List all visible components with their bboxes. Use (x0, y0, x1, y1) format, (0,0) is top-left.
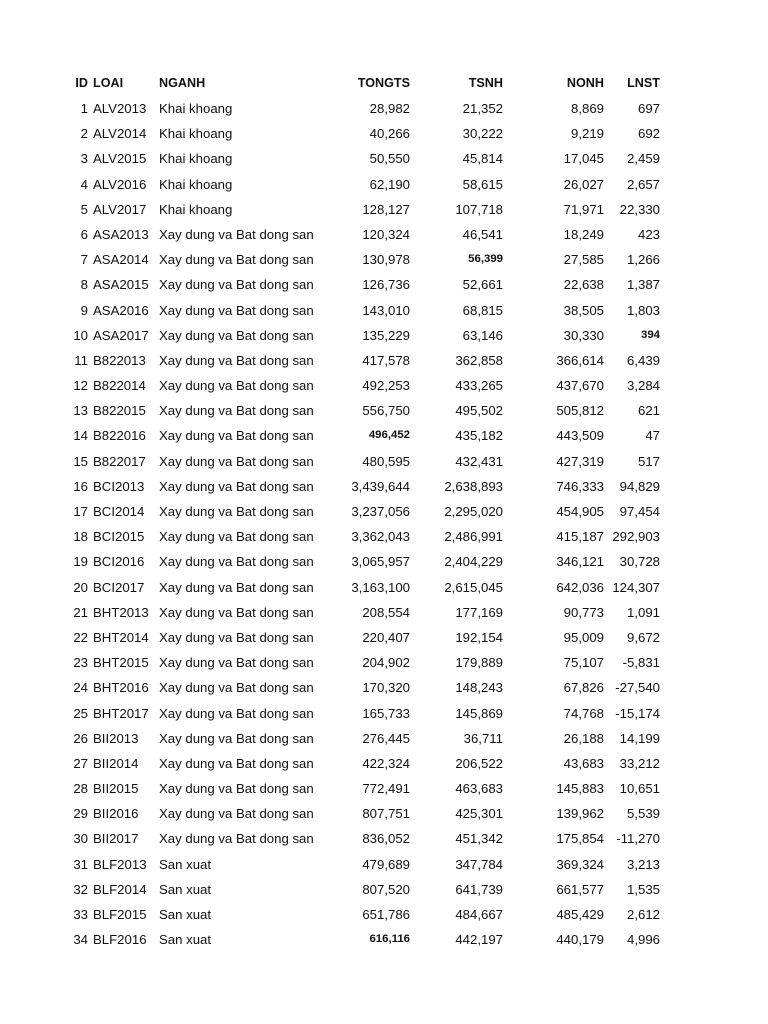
cell-lnst: 1,266 (626, 252, 660, 268)
cell-id: 32 (73, 881, 88, 897)
cell-tsnh: 58,615 (462, 176, 503, 192)
cell-id: 5 (80, 201, 88, 217)
cell-nganh: Xay dung va Bat dong san (159, 428, 314, 444)
cell-id: 8 (80, 277, 88, 293)
cell-tongts: 417,578 (362, 352, 410, 368)
cell-tsnh: 2,486,991 (444, 529, 503, 545)
cell-loai: BCI2015 (93, 529, 145, 545)
cell-tsnh: 347,784 (455, 856, 503, 872)
cell-nganh: Xay dung va Bat dong san (159, 655, 314, 671)
cell-nonh: 43,683 (563, 755, 604, 771)
cell-nganh: Xay dung va Bat dong san (159, 604, 314, 620)
table-row (0, 701, 768, 726)
cell-tsnh: 2,638,893 (444, 478, 503, 494)
cell-id: 24 (73, 680, 88, 696)
cell-nonh: 26,188 (563, 730, 604, 746)
cell-nganh: Xay dung va Bat dong san (159, 378, 314, 394)
cell-tongts: 3,237,056 (351, 504, 410, 519)
cell-lnst: 394 (640, 328, 660, 341)
cell-tsnh: 451,342 (455, 831, 503, 847)
cell-tsnh: 442,197 (455, 932, 503, 948)
cell-nonh: 67,826 (563, 680, 604, 696)
cell-nonh: 661,577 (556, 881, 604, 897)
cell-nganh: San xuat (159, 932, 212, 948)
cell-nonh: 27,585 (563, 252, 604, 268)
table-row (0, 902, 768, 927)
cell-id: 3 (80, 151, 88, 167)
cell-nonh: 437,670 (556, 378, 604, 394)
cell-loai: BII2013 (93, 730, 139, 746)
cell-id: 17 (73, 504, 88, 519)
cell-lnst: 3,213 (626, 856, 660, 872)
cell-nonh: 139,962 (556, 806, 604, 822)
cell-lnst: -15,174 (615, 705, 660, 721)
cell-nonh: 22,638 (563, 277, 604, 293)
cell-tsnh: 206,522 (455, 755, 503, 771)
table-row (0, 575, 768, 600)
table-row (0, 96, 768, 121)
cell-nganh: San xuat (159, 856, 212, 872)
cell-nonh: 71,971 (563, 201, 604, 217)
cell-id: 26 (73, 730, 88, 746)
cell-nonh: 440,179 (556, 932, 604, 948)
cell-lnst: 2,459 (626, 151, 660, 167)
cell-loai: BCI2017 (93, 579, 145, 595)
cell-id: 31 (73, 856, 88, 872)
table-row (0, 524, 768, 549)
table-row (0, 146, 768, 171)
cell-tongts: 3,065,957 (351, 554, 410, 570)
cell-nonh: 90,773 (563, 604, 604, 620)
header-tsnh: TSNH (468, 76, 503, 90)
cell-lnst: -27,540 (615, 680, 660, 696)
cell-tsnh: 107,718 (455, 201, 503, 217)
cell-id: 15 (73, 453, 88, 469)
cell-lnst: 6,439 (626, 352, 660, 368)
cell-tongts: 496,452 (368, 429, 410, 442)
cell-lnst: 3,284 (626, 378, 660, 394)
table-row (0, 121, 768, 146)
cell-tongts: 651,786 (362, 907, 410, 922)
cell-nganh: Xay dung va Bat dong san (159, 730, 314, 746)
cell-id: 6 (80, 226, 88, 242)
cell-tongts: 204,902 (362, 655, 410, 671)
cell-nganh: Xay dung va Bat dong san (159, 277, 314, 293)
table-row (0, 726, 768, 751)
table-row (0, 852, 768, 877)
cell-nganh: Xay dung va Bat dong san (159, 579, 314, 595)
cell-nganh: Xay dung va Bat dong san (159, 705, 314, 721)
cell-id: 22 (73, 629, 88, 645)
table-row (0, 197, 768, 222)
cell-tongts: 3,439,644 (351, 478, 410, 494)
cell-nonh: 8,869 (570, 101, 604, 116)
cell-lnst: 1,387 (626, 277, 660, 293)
cell-loai: BII2014 (93, 755, 139, 771)
table-body (0, 96, 768, 952)
cell-tsnh: 177,169 (455, 604, 503, 620)
table-row (0, 222, 768, 247)
cell-loai: ALV2015 (93, 151, 147, 167)
table-row (0, 449, 768, 474)
cell-tsnh: 2,615,045 (444, 579, 503, 595)
cell-loai: BHT2017 (93, 705, 149, 721)
cell-id: 29 (73, 806, 88, 822)
cell-id: 21 (73, 604, 88, 620)
cell-id: 27 (73, 755, 88, 771)
cell-loai: BHT2016 (93, 680, 149, 696)
table-row (0, 323, 768, 348)
cell-nganh: San xuat (159, 907, 212, 922)
cell-tongts: 556,750 (362, 403, 410, 419)
cell-nonh: 26,027 (563, 176, 604, 192)
cell-loai: ASA2014 (93, 252, 149, 268)
cell-tongts: 276,445 (362, 730, 410, 746)
cell-lnst: 4,996 (626, 932, 660, 948)
table-row (0, 801, 768, 826)
cell-loai: ALV2017 (93, 201, 147, 217)
cell-nonh: 369,324 (556, 856, 604, 872)
cell-nganh: Xay dung va Bat dong san (159, 680, 314, 696)
cell-lnst: 30,728 (619, 554, 660, 570)
cell-lnst: 9,672 (626, 629, 660, 645)
cell-tongts: 50,550 (369, 151, 410, 167)
cell-tongts: 479,689 (362, 856, 410, 872)
table-row (0, 776, 768, 801)
cell-tsnh: 179,889 (455, 655, 503, 671)
cell-tongts: 40,266 (369, 126, 410, 142)
cell-id: 7 (80, 252, 88, 268)
cell-id: 9 (80, 302, 88, 318)
cell-loai: BLF2015 (93, 907, 147, 922)
cell-loai: ASA2017 (93, 327, 149, 343)
header-tongts: TONGTS (357, 76, 410, 90)
cell-loai: BCI2016 (93, 554, 145, 570)
cell-nonh: 427,319 (556, 453, 604, 469)
cell-nonh: 415,187 (556, 529, 604, 545)
cell-nonh: 746,333 (556, 478, 604, 494)
cell-id: 23 (73, 655, 88, 671)
cell-nonh: 38,505 (563, 302, 604, 318)
cell-tongts: 807,751 (362, 806, 410, 822)
table-row (0, 499, 768, 524)
cell-tsnh: 2,295,020 (444, 504, 503, 519)
cell-nonh: 454,905 (556, 504, 604, 519)
cell-nonh: 346,121 (556, 554, 604, 570)
cell-loai: ASA2013 (93, 226, 149, 242)
cell-loai: ALV2014 (93, 126, 147, 142)
cell-nonh: 175,854 (556, 831, 604, 847)
cell-nganh: Khai khoang (159, 126, 233, 142)
cell-loai: BHT2015 (93, 655, 149, 671)
cell-lnst: 621 (637, 403, 660, 419)
cell-tongts: 143,010 (362, 302, 410, 318)
table-row (0, 398, 768, 423)
cell-lnst: 517 (637, 453, 660, 469)
cell-tsnh: 45,814 (462, 151, 503, 167)
cell-tongts: 492,253 (362, 378, 410, 394)
cell-nonh: 30,330 (563, 327, 604, 343)
cell-id: 20 (73, 579, 88, 595)
cell-nonh: 642,036 (556, 579, 604, 595)
table-row (0, 927, 768, 952)
cell-nonh: 9,219 (570, 126, 604, 142)
cell-loai: BCI2014 (93, 504, 145, 519)
cell-id: 4 (80, 176, 88, 192)
cell-tongts: 616,116 (369, 933, 410, 946)
cell-id: 1 (80, 101, 88, 116)
cell-tsnh: 148,243 (455, 680, 503, 696)
cell-lnst: 697 (637, 101, 660, 116)
cell-loai: ASA2015 (93, 277, 149, 293)
cell-id: 30 (73, 831, 88, 847)
cell-tongts: 62,190 (369, 176, 410, 192)
cell-nonh: 74,768 (563, 705, 604, 721)
cell-nonh: 75,107 (563, 655, 604, 671)
cell-tsnh: 362,858 (455, 352, 503, 368)
cell-tongts: 3,362,043 (351, 529, 410, 545)
cell-id: 14 (73, 428, 88, 444)
cell-lnst: 692 (637, 126, 660, 142)
cell-tsnh: 425,301 (455, 806, 503, 822)
cell-tongts: 3,163,100 (351, 579, 410, 595)
cell-id: 33 (73, 907, 88, 922)
cell-nonh: 17,045 (563, 151, 604, 167)
cell-loai: BLF2016 (93, 932, 147, 948)
header-nganh: NGANH (159, 76, 206, 90)
table-row (0, 373, 768, 398)
cell-lnst: 22,330 (619, 201, 660, 217)
cell-id: 28 (73, 781, 88, 797)
cell-tongts: 807,520 (362, 881, 410, 897)
table-row (0, 172, 768, 197)
cell-nganh: Xay dung va Bat dong san (159, 755, 314, 771)
header-nonh: NONH (566, 76, 604, 90)
cell-lnst: 2,657 (626, 176, 660, 192)
cell-id: 11 (74, 352, 88, 368)
cell-tongts: 836,052 (362, 831, 410, 847)
cell-nganh: Xay dung va Bat dong san (159, 529, 314, 545)
cell-nganh: Khai khoang (159, 151, 233, 167)
cell-tongts: 135,229 (362, 327, 410, 343)
cell-loai: BII2017 (93, 831, 139, 847)
cell-nonh: 366,614 (556, 352, 604, 368)
cell-lnst: -11,270 (616, 831, 660, 847)
cell-nganh: Khai khoang (159, 201, 233, 217)
cell-loai: BCI2013 (93, 478, 145, 494)
table-row (0, 247, 768, 272)
cell-id: 12 (73, 378, 88, 394)
header-loai: LOAI (93, 76, 124, 90)
table-row (0, 272, 768, 297)
cell-lnst: 292,903 (612, 529, 660, 545)
cell-nganh: Xay dung va Bat dong san (159, 554, 314, 570)
cell-lnst: 1,803 (626, 302, 660, 318)
cell-tongts: 130,978 (362, 252, 410, 268)
cell-tongts: 28,982 (369, 101, 410, 116)
cell-nganh: Xay dung va Bat dong san (159, 831, 314, 847)
cell-nganh: Xay dung va Bat dong san (159, 352, 314, 368)
cell-tsnh: 463,683 (455, 781, 503, 797)
cell-lnst: 5,539 (626, 806, 660, 822)
cell-tsnh: 30,222 (462, 126, 503, 142)
cell-tsnh: 192,154 (455, 629, 503, 645)
cell-lnst: 33,212 (619, 755, 660, 771)
cell-lnst: 1,091 (626, 604, 660, 620)
cell-id: 19 (73, 554, 88, 570)
cell-tsnh: 484,667 (455, 907, 503, 922)
table-row (0, 348, 768, 373)
cell-tsnh: 435,182 (455, 428, 503, 444)
cell-id: 25 (73, 705, 88, 721)
cell-loai: BLF2013 (93, 856, 147, 872)
cell-tsnh: 432,431 (455, 453, 503, 469)
table-row (0, 650, 768, 675)
cell-tsnh: 145,869 (455, 705, 503, 721)
cell-lnst: 10,651 (619, 781, 660, 797)
cell-tsnh: 63,146 (462, 327, 503, 343)
cell-nganh: Khai khoang (159, 101, 233, 116)
cell-tongts: 120,324 (362, 226, 410, 242)
cell-nganh: Xay dung va Bat dong san (159, 629, 314, 645)
table-row (0, 423, 768, 448)
cell-loai: BHT2014 (93, 629, 149, 645)
cell-lnst: 47 (645, 428, 660, 444)
cell-tsnh: 495,502 (455, 403, 503, 419)
table-row (0, 625, 768, 650)
cell-lnst: -5,831 (622, 655, 660, 671)
table-row (0, 675, 768, 700)
spreadsheet (0, 71, 768, 952)
cell-nganh: Xay dung va Bat dong san (159, 403, 314, 419)
cell-loai: ALV2016 (93, 176, 147, 192)
cell-tongts: 480,595 (362, 453, 410, 469)
cell-tsnh: 21,352 (462, 101, 503, 116)
cell-nganh: Xay dung va Bat dong san (159, 252, 314, 268)
table-row (0, 474, 768, 499)
cell-loai: BLF2014 (93, 881, 147, 897)
cell-lnst: 423 (637, 226, 660, 242)
cell-loai: B822015 (93, 403, 146, 419)
cell-tsnh: 52,661 (462, 277, 503, 293)
cell-tsnh: 36,711 (463, 730, 503, 746)
cell-nganh: San xuat (159, 881, 212, 897)
cell-loai: B822017 (93, 453, 146, 469)
cell-tongts: 126,736 (362, 277, 410, 293)
cell-tsnh: 641,739 (455, 881, 503, 897)
cell-id: 10 (73, 327, 88, 343)
table-row (0, 751, 768, 776)
cell-loai: B822013 (93, 352, 146, 368)
cell-nganh: Khai khoang (159, 176, 233, 192)
cell-id: 18 (73, 529, 88, 545)
cell-tongts: 208,554 (362, 604, 410, 620)
cell-tsnh: 56,399 (468, 253, 503, 266)
cell-id: 2 (80, 126, 88, 142)
cell-loai: BII2016 (93, 806, 139, 822)
cell-tsnh: 68,815 (462, 302, 503, 318)
table-row (0, 877, 768, 902)
table-row (0, 826, 768, 851)
cell-nonh: 18,249 (563, 226, 604, 242)
cell-id: 13 (73, 403, 88, 419)
cell-lnst: 124,307 (612, 579, 660, 595)
header-id: ID (75, 76, 88, 90)
cell-tongts: 128,127 (362, 201, 410, 217)
cell-nganh: Xay dung va Bat dong san (159, 478, 314, 494)
cell-nonh: 443,509 (556, 428, 604, 444)
cell-loai: BII2015 (93, 781, 139, 797)
header-row (0, 71, 768, 96)
cell-tsnh: 46,541 (462, 226, 503, 242)
cell-lnst: 14,199 (619, 730, 660, 746)
cell-nganh: Xay dung va Bat dong san (159, 302, 314, 318)
cell-lnst: 97,454 (619, 504, 660, 519)
cell-nganh: Xay dung va Bat dong san (159, 806, 314, 822)
cell-lnst: 2,612 (626, 907, 660, 922)
cell-nganh: Xay dung va Bat dong san (159, 327, 314, 343)
cell-id: 16 (73, 478, 88, 494)
cell-loai: B822016 (93, 428, 146, 444)
cell-loai: ALV2013 (93, 101, 147, 116)
cell-loai: BHT2013 (93, 604, 149, 620)
cell-tongts: 772,491 (362, 781, 410, 797)
cell-nonh: 485,429 (556, 907, 604, 922)
cell-tongts: 170,320 (362, 680, 410, 696)
header-lnst: LNST (627, 76, 660, 90)
cell-loai: B822014 (93, 378, 146, 394)
cell-nonh: 505,812 (556, 403, 604, 419)
cell-tongts: 165,733 (362, 705, 410, 721)
cell-nganh: Xay dung va Bat dong san (159, 781, 314, 797)
cell-nganh: Xay dung va Bat dong san (159, 504, 314, 519)
cell-nonh: 145,883 (556, 781, 604, 797)
cell-nonh: 95,009 (563, 629, 604, 645)
cell-nganh: Xay dung va Bat dong san (159, 226, 314, 242)
cell-tongts: 422,324 (362, 755, 410, 771)
table-row (0, 600, 768, 625)
cell-tsnh: 2,404,229 (444, 554, 503, 570)
cell-lnst: 94,829 (619, 478, 660, 494)
cell-tsnh: 433,265 (455, 378, 503, 394)
cell-nganh: Xay dung va Bat dong san (159, 453, 314, 469)
table-row (0, 549, 768, 574)
cell-lnst: 1,535 (626, 881, 660, 897)
table-row (0, 298, 768, 323)
cell-loai: ASA2016 (93, 302, 149, 318)
cell-id: 34 (73, 932, 88, 948)
cell-tongts: 220,407 (362, 629, 410, 645)
